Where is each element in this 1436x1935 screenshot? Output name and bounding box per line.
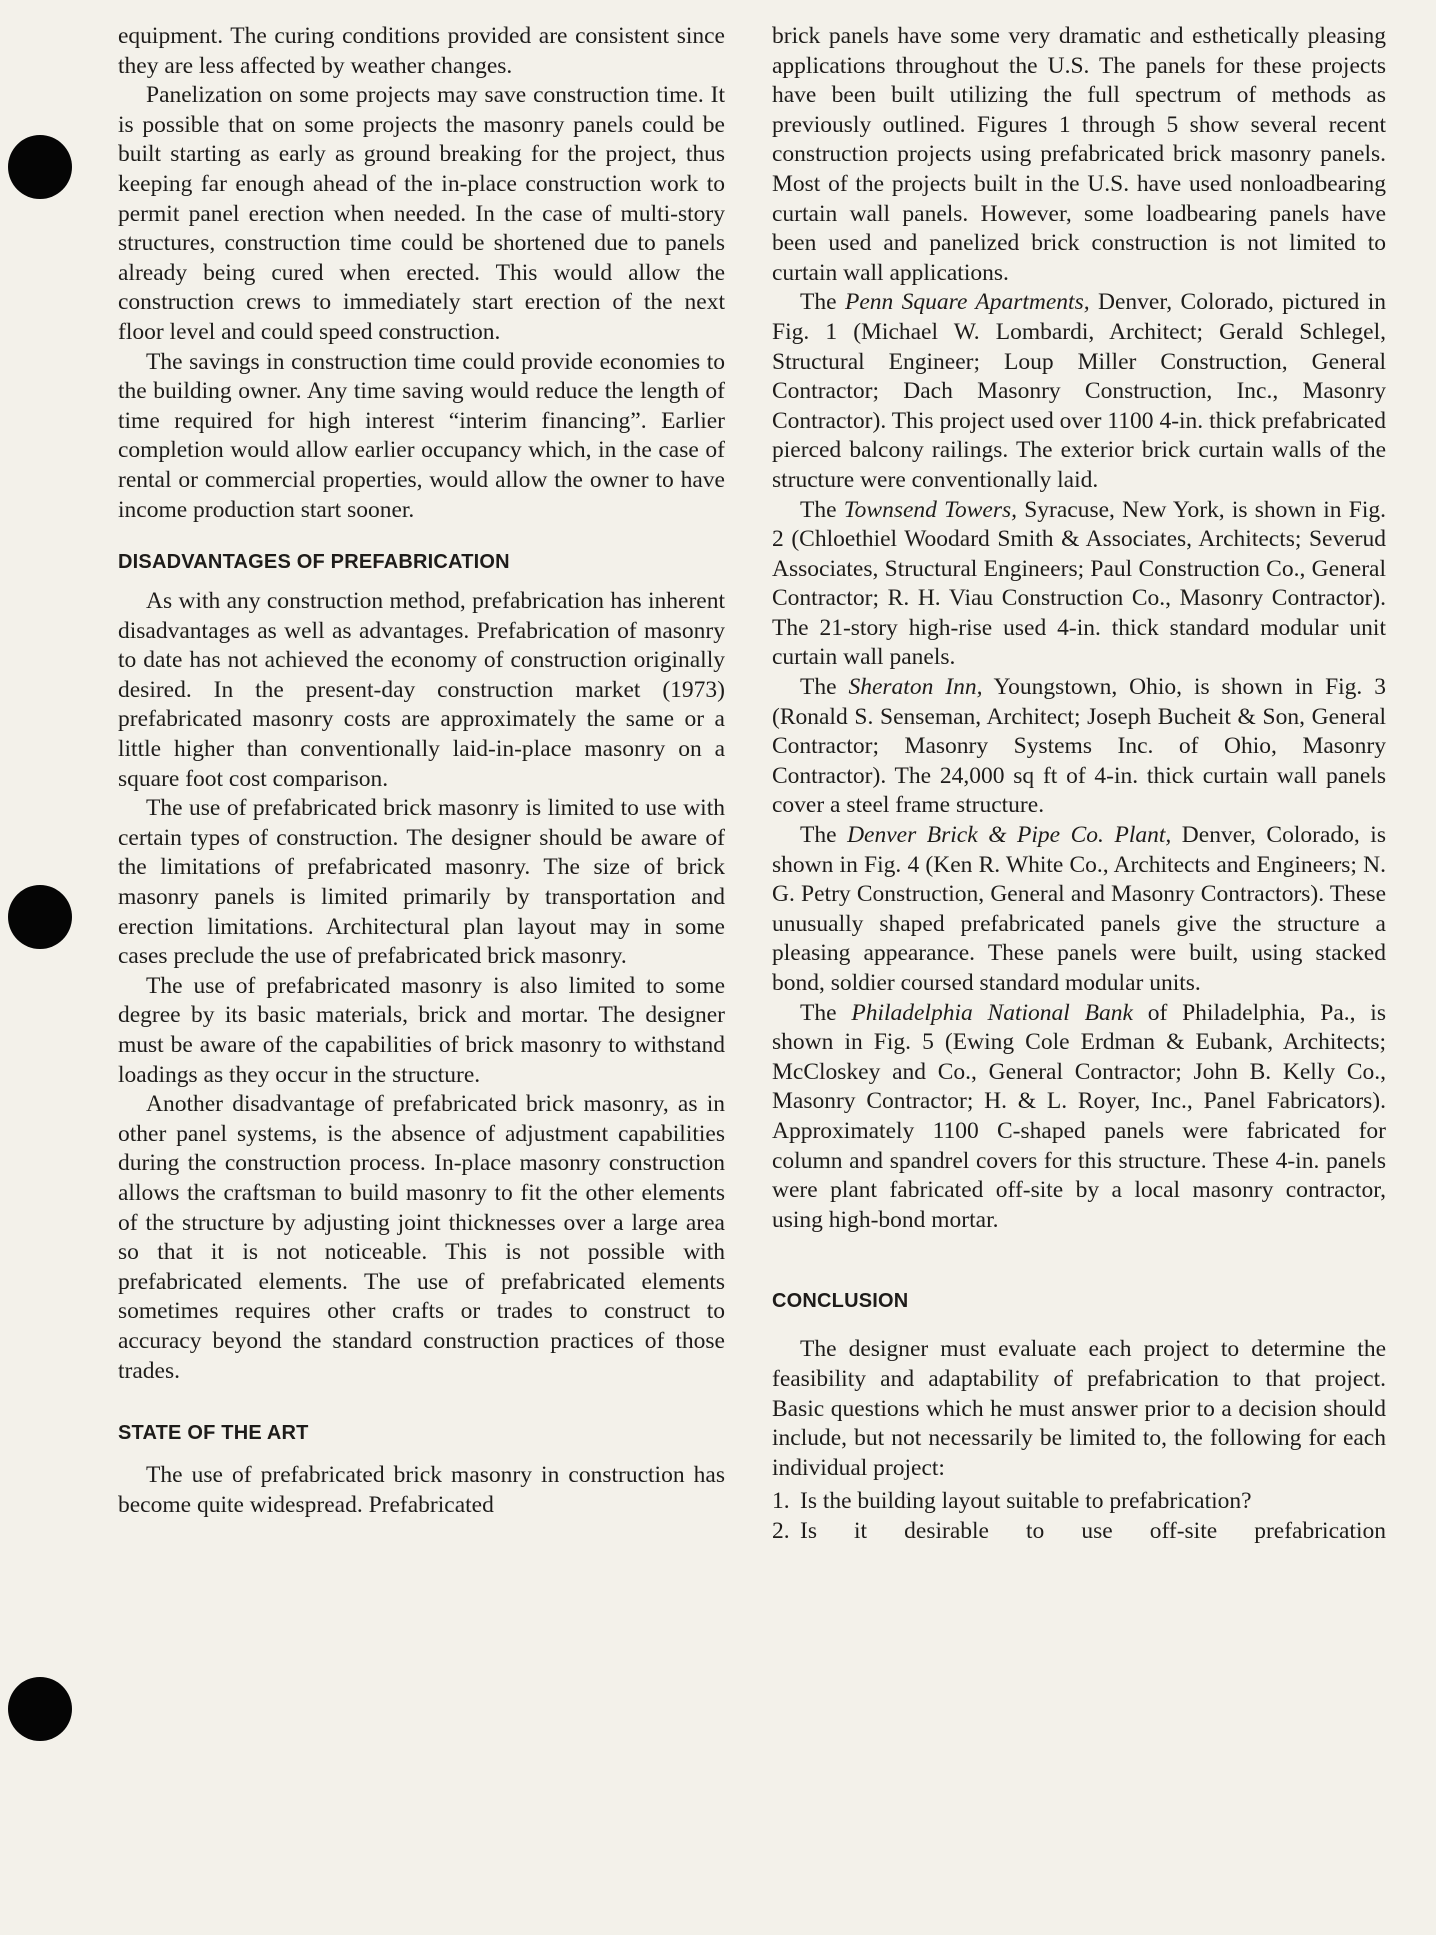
heading-state-of-the-art: STATE OF THE ART <box>118 1422 309 1445</box>
heading-disadvantages: DISADVANTAGES OF PREFABRICATION <box>118 551 510 574</box>
paragraph-panelization: Panelization on some projects may save construction time. It is possible that on some projects the masonry panels could be built starting as early as ground breaking for the project, thus keeping far enough ahead of the in-place construction work to permit panel erection when needed. In the case of multi-story structures, construction time could be shortened due to panels already being cured when erected. This would allow the construction crews to immediately start erection of the next floor level and could speed construction. <box>118 82 725 345</box>
paragraph-denver-brick: The Denver Brick & Pipe Co. Plant, Denver, Colorado, is shown in Fig. 4 (Ken R. White Co., Architects and Engineers; N. G. Petry Construction, General and Masonry Contractors). These unusually shaped prefabricated panels give the structure a pleasing appearance. These panels were built, using stacked bond, soldier coursed standard modular units. <box>772 822 1386 996</box>
paragraph-savings: The savings in construction time could provide economies to the building owner. Any time saving would reduce the length of time required for high interest “interim financing”. Earlier completion would allow earlier occupancy which, in the case of rental or commercial properties, would allow the owner to have income production start sooner. <box>118 348 725 523</box>
heading-conclusion: CONCLUSION <box>772 1290 909 1313</box>
project-name-denver-brick: Denver Brick & Pipe Co. Plant, <box>847 822 1172 849</box>
paragraph-continued: equipment. The curing conditions provided are consistent since they are less affected by weather changes. <box>118 23 725 79</box>
binder-hole-middle <box>8 885 72 949</box>
left-column <box>118 22 725 1520</box>
paragraph-state-continued: brick panels have some very dramatic and esthetically pleasing applications throughout the U.S. The panels for these projects have been built utilizing the full spectrum of methods as previously outlined. Figures 1 through 5 show several recent construction projects using prefabricated brick masonry panels. Most of the projects built in the U.S. have used nonloadbearing curtain wall panels. However, some loadbearing panels have been used and panelized brick construction is not limited to curtain wall applications. <box>772 23 1386 286</box>
project-name-sheraton-inn: Sheraton Inn, <box>848 674 983 701</box>
right-column <box>772 22 1386 1547</box>
list-item: 2. Is it desirable to use off-site prefabrication <box>772 1517 1386 1544</box>
paragraph-disadvantages-3: The use of prefabricated masonry is also limited to some degree by its basic materials, brick and mortar. The designer must be aware of the capabilities of brick masonry to withstand loadings as they occur in the structure. <box>118 972 725 1088</box>
project-name-townsend-towers: Townsend Towers, <box>843 496 1018 523</box>
list-item: 1. Is the building layout suitable to prefabrication? <box>772 1488 1252 1515</box>
binder-hole-bottom <box>8 1677 72 1741</box>
question-list <box>772 1487 1386 1546</box>
project-name-philadelphia-bank: Philadelphia National Bank <box>851 999 1133 1026</box>
paragraph-disadvantages-4: Another disadvantage of prefabricated brick masonry, as in other panel systems, is the absence of adjustment capabilities during the construction process. In-place masonry construction allows the craftsman to build masonry to fit the other elements of the structure by adjusting joint thicknesses over a large area so that it is not noticeable. This is not possible with prefabricated elements. The use of prefabricated elements sometimes requires other crafts or trades to construct to accuracy beyond the standard construction practices of those trades. <box>118 1091 725 1384</box>
paragraph-townsend-towers: The Townsend Towers, Syracuse, New York, is shown in Fig. 2 (Chloethiel Woodard Smith & Associates, Architects; Severud Associates, Structural Engineers; Paul Construction Co., General Contractor; R. H. Viau Construction Co., Masonry Contractor). The 21-story high-rise used 4-in. thick standard modular unit curtain wall panels. <box>772 496 1386 671</box>
paragraph-state-of-the-art: The use of prefabricated brick masonry in construction has become quite widespread. Prefabricated <box>118 1462 725 1518</box>
paragraph-penn-square: The Penn Square Apartments, Denver, Colorado, pictured in Fig. 1 (Michael W. Lombardi, Architect; Gerald Schlegel, Structural Engineer; Loup Miller Construction, General Contractor; Dach Masonry Construction, Inc., Masonry Contractor). This project used over 1100 4-in. thick prefabricated pierced balcony railings. The exterior brick curtain walls of the structure were conventionally laid. <box>772 289 1386 493</box>
paragraph-disadvantages-1: As with any construction method, prefabrication has inherent disadvantages as well as advantages. Prefabrication of masonry to date has not achieved the economy of construction originally desired. In the present-day construction market (1973) prefabricated masonry costs are approximately the same or a little higher than conventionally laid-in-place masonry on a square foot cost comparison. <box>118 588 725 792</box>
paragraph-disadvantages-2: The use of prefabricated brick masonry is limited to use with certain types of construction. The designer should be aware of the limitations of prefabricated masonry. The size of brick masonry panels is limited primarily by transportation and erection limitations. Architectural plan layout may in some cases preclude the use of prefabricated brick masonry. <box>118 795 725 970</box>
paragraph-sheraton-inn: The Sheraton Inn, Youngstown, Ohio, is shown in Fig. 3 (Ronald S. Senseman, Architect; Joseph Bucheit & Son, General Contractor; Masonry Systems Inc. of Ohio, Masonry Contractor). The 24,000 sq ft of 4-in. thick curtain wall panels cover a steel frame structure. <box>772 674 1386 819</box>
project-name-penn-square: Penn Square Apartments, <box>844 289 1090 316</box>
paragraph-conclusion: The designer must evaluate each project to determine the feasibility and adaptability of prefabrication to that project. Basic questions which he must answer prior to a decision should include, but not necessarily be limited to, the following for each individual project: <box>772 1336 1386 1481</box>
paragraph-philadelphia-bank: The Philadelphia National Bank of Philadelphia, Pa., is shown in Fig. 5 (Ewing Cole Erdman & Eubank, Architects; McCloskey and Co., General Contractor; John B. Kelly Co., Masonry Contractor; H. & L. Royer, Inc., Panel Fabricators). Approximately 1100 C-shaped panels were fabricated for column and spandrel covers for this structure. These 4-in. panels were plant fabricated off-site by a local masonry contractor, using high-bond mortar. <box>772 999 1386 1233</box>
binder-hole-top <box>8 135 72 199</box>
